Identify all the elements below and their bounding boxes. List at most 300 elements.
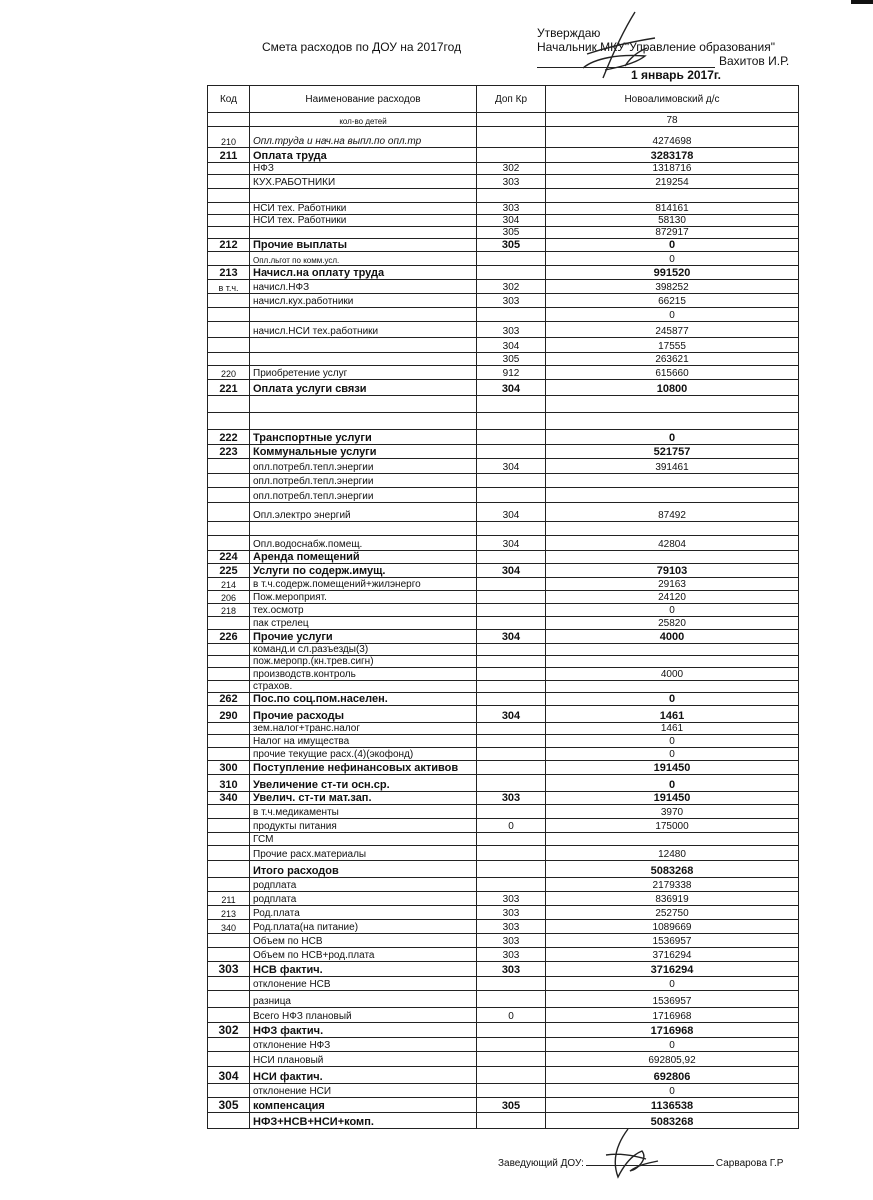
cell-value: 1089669 bbox=[546, 920, 799, 934]
cell-value: 0 bbox=[546, 977, 799, 991]
cell-name: Объем по НСВ+род.плата bbox=[250, 948, 477, 962]
cell-value: 521757 bbox=[546, 445, 799, 459]
cell-dop: 0 bbox=[477, 1008, 546, 1023]
cell-code: 211 bbox=[208, 892, 250, 906]
table-row bbox=[208, 1052, 799, 1067]
cell-code bbox=[208, 668, 250, 681]
cell-dop bbox=[477, 127, 546, 148]
cell-name bbox=[250, 308, 477, 322]
cell-code: 305 bbox=[208, 1098, 250, 1113]
table-row bbox=[208, 308, 799, 322]
cell-code bbox=[208, 227, 250, 239]
cell-code bbox=[208, 991, 250, 1008]
table-row bbox=[208, 252, 799, 266]
cell-name bbox=[250, 413, 477, 430]
cell-dop bbox=[477, 805, 546, 819]
table-row bbox=[208, 1067, 799, 1084]
cell-name: Прочие выплаты bbox=[250, 239, 477, 252]
cell-dop: 304 bbox=[477, 380, 546, 396]
cell-value: 5083268 bbox=[546, 861, 799, 878]
cell-code: в т.ч. bbox=[208, 280, 250, 294]
cell-dop: 303 bbox=[477, 294, 546, 308]
cell-dop: 303 bbox=[477, 962, 546, 977]
cell-value: 0 bbox=[546, 1038, 799, 1052]
cell-dop: 303 bbox=[477, 175, 546, 189]
cell-name: НФЗ фактич. bbox=[250, 1023, 477, 1038]
cell-dop: 304 bbox=[477, 459, 546, 474]
cell-dop: 303 bbox=[477, 920, 546, 934]
cell-dop: 304 bbox=[477, 564, 546, 578]
cell-code bbox=[208, 252, 250, 266]
cell-dop bbox=[477, 748, 546, 761]
table-row bbox=[208, 239, 799, 252]
document-title: Смета расходов по ДОУ на 2017год bbox=[262, 40, 462, 54]
cell-code bbox=[208, 948, 250, 962]
cell-dop bbox=[477, 846, 546, 861]
table-row bbox=[208, 445, 799, 459]
table-row bbox=[208, 366, 799, 380]
approval-name: Вахитов И.Р. bbox=[719, 54, 790, 68]
cell-name bbox=[250, 227, 477, 239]
table-row bbox=[208, 805, 799, 819]
cell-dop: 303 bbox=[477, 934, 546, 948]
header-dop: Доп Кр bbox=[477, 86, 546, 113]
cell-dop bbox=[477, 430, 546, 445]
cell-name: производств.контроль bbox=[250, 668, 477, 681]
cell-dop: 303 bbox=[477, 948, 546, 962]
cell-value: 991520 bbox=[546, 266, 799, 280]
table-row bbox=[208, 430, 799, 445]
cell-value: 175000 bbox=[546, 819, 799, 833]
table-row bbox=[208, 459, 799, 474]
cell-code: 223 bbox=[208, 445, 250, 459]
approval-word: Утверждаю bbox=[537, 26, 601, 40]
cell-value: 1461 bbox=[546, 723, 799, 735]
cell-name: пак стрелец bbox=[250, 617, 477, 630]
cell-name: Аренда помещений bbox=[250, 551, 477, 564]
table-row bbox=[208, 706, 799, 723]
table-row bbox=[208, 591, 799, 604]
table-row bbox=[208, 163, 799, 175]
cell-code bbox=[208, 934, 250, 948]
cell-name: Начисл.на оплату труда bbox=[250, 266, 477, 280]
cell-code bbox=[208, 656, 250, 668]
cell-name bbox=[250, 189, 477, 203]
cell-dop bbox=[477, 604, 546, 617]
cell-code: 225 bbox=[208, 564, 250, 578]
cell-name: НФЗ+НСВ+НСИ+комп. bbox=[250, 1113, 477, 1129]
table-row bbox=[208, 962, 799, 977]
cell-name: отклонение НСИ bbox=[250, 1084, 477, 1098]
cell-code: 302 bbox=[208, 1023, 250, 1038]
cell-name: Услуги по содерж.имущ. bbox=[250, 564, 477, 578]
cell-code: 340 bbox=[208, 920, 250, 934]
table-row bbox=[208, 892, 799, 906]
cell-dop bbox=[477, 1113, 546, 1129]
cell-code: 206 bbox=[208, 591, 250, 604]
cell-name bbox=[250, 396, 477, 413]
cell-value: 0 bbox=[546, 775, 799, 792]
cell-code: 222 bbox=[208, 430, 250, 445]
cell-value: 615660 bbox=[546, 366, 799, 380]
cell-value: 4000 bbox=[546, 630, 799, 644]
cell-name: страхов. bbox=[250, 681, 477, 693]
cell-dop bbox=[477, 413, 546, 430]
cell-value: 1716968 bbox=[546, 1023, 799, 1038]
cell-value bbox=[546, 644, 799, 656]
cell-dop bbox=[477, 878, 546, 892]
cell-name: пож.меропр.(кн.трев.сигн) bbox=[250, 656, 477, 668]
cell-name: НСИ плановый bbox=[250, 1052, 477, 1067]
header-name: Наименование расходов bbox=[250, 86, 477, 113]
cell-dop bbox=[477, 522, 546, 536]
cell-dop bbox=[477, 252, 546, 266]
cell-code bbox=[208, 322, 250, 338]
cell-name: Объем по НСВ bbox=[250, 934, 477, 948]
cell-code bbox=[208, 644, 250, 656]
cell-name: опл.потребл.тепл.энергии bbox=[250, 474, 477, 488]
cell-value: 3970 bbox=[546, 805, 799, 819]
cell-dop bbox=[477, 189, 546, 203]
cell-code bbox=[208, 861, 250, 878]
cell-name: отклонение НФЗ bbox=[250, 1038, 477, 1052]
cell-value: 0 bbox=[546, 1084, 799, 1098]
table-row bbox=[208, 920, 799, 934]
table-row bbox=[208, 748, 799, 761]
cell-value: 4000 bbox=[546, 668, 799, 681]
cell-code bbox=[208, 413, 250, 430]
cell-code bbox=[208, 681, 250, 693]
table-row bbox=[208, 215, 799, 227]
cell-value bbox=[546, 681, 799, 693]
cell-value: 12480 bbox=[546, 846, 799, 861]
cell-dop: 304 bbox=[477, 536, 546, 551]
cell-value: 263621 bbox=[546, 353, 799, 366]
cell-code bbox=[208, 819, 250, 833]
cell-name: Всего НФЗ плановый bbox=[250, 1008, 477, 1023]
cell-dop bbox=[477, 445, 546, 459]
cell-code bbox=[208, 1008, 250, 1023]
table-row bbox=[208, 396, 799, 413]
signature-line bbox=[586, 1165, 714, 1166]
table-row bbox=[208, 380, 799, 396]
cell-value: 1136538 bbox=[546, 1098, 799, 1113]
cell-code: 303 bbox=[208, 962, 250, 977]
cell-dop bbox=[477, 861, 546, 878]
cell-dop bbox=[477, 148, 546, 163]
footer-name: Сарварова Г.Р bbox=[715, 1158, 784, 1169]
cell-name: Прочие расх.материалы bbox=[250, 846, 477, 861]
table-row bbox=[208, 792, 799, 805]
cell-code bbox=[208, 294, 250, 308]
cell-value: 1536957 bbox=[546, 934, 799, 948]
table-row bbox=[208, 1084, 799, 1098]
cell-code bbox=[208, 215, 250, 227]
table-row bbox=[208, 1008, 799, 1023]
cell-dop bbox=[477, 1023, 546, 1038]
cell-value: 3283178 bbox=[546, 148, 799, 163]
cell-dop bbox=[477, 693, 546, 706]
cell-value: 0 bbox=[546, 735, 799, 748]
table-row bbox=[208, 1023, 799, 1038]
table-row bbox=[208, 977, 799, 991]
table-row bbox=[208, 630, 799, 644]
cell-code bbox=[208, 396, 250, 413]
cell-code bbox=[208, 536, 250, 551]
cell-dop bbox=[477, 113, 546, 127]
table-row bbox=[208, 503, 799, 522]
cell-dop: 304 bbox=[477, 630, 546, 644]
cell-dop: 303 bbox=[477, 322, 546, 338]
cell-code: 218 bbox=[208, 604, 250, 617]
cell-name: Приобретение услуг bbox=[250, 366, 477, 380]
table-row bbox=[208, 819, 799, 833]
cell-dop: 303 bbox=[477, 906, 546, 920]
cell-dop: 304 bbox=[477, 706, 546, 723]
table-row bbox=[208, 148, 799, 163]
cell-value: 0 bbox=[546, 308, 799, 322]
table-row bbox=[208, 522, 799, 536]
cell-value: 1318716 bbox=[546, 163, 799, 175]
cell-name: опл.потребл.тепл.энергии bbox=[250, 459, 477, 474]
cell-value: 391461 bbox=[546, 459, 799, 474]
cell-name: Прочие услуги bbox=[250, 630, 477, 644]
cell-name: тех.осмотр bbox=[250, 604, 477, 617]
table-row bbox=[208, 1113, 799, 1129]
cell-code bbox=[208, 503, 250, 522]
cell-name: кол-во детей bbox=[250, 113, 477, 127]
cell-dop bbox=[477, 1038, 546, 1052]
cell-dop bbox=[477, 977, 546, 991]
cell-code bbox=[208, 189, 250, 203]
cell-value: 1461 bbox=[546, 706, 799, 723]
cell-value: 0 bbox=[546, 604, 799, 617]
cell-dop bbox=[477, 551, 546, 564]
cell-code bbox=[208, 748, 250, 761]
cell-value: 2179338 bbox=[546, 878, 799, 892]
table-row bbox=[208, 681, 799, 693]
cell-dop bbox=[477, 723, 546, 735]
cell-code bbox=[208, 617, 250, 630]
cell-dop: 303 bbox=[477, 792, 546, 805]
cell-code: 211 bbox=[208, 148, 250, 163]
cell-dop bbox=[477, 591, 546, 604]
footer-label: Заведующий ДОУ: bbox=[498, 1158, 584, 1169]
cell-code bbox=[208, 1038, 250, 1052]
cell-name: Оплата труда bbox=[250, 148, 477, 163]
cell-value bbox=[546, 474, 799, 488]
cell-value: 10800 bbox=[546, 380, 799, 396]
table-row bbox=[208, 127, 799, 148]
table-row bbox=[208, 280, 799, 294]
header-value: Новоалимовский д/с bbox=[546, 86, 799, 113]
table-row bbox=[208, 723, 799, 735]
table-row bbox=[208, 644, 799, 656]
table-row bbox=[208, 604, 799, 617]
cell-name: КУХ.РАБОТНИКИ bbox=[250, 175, 477, 189]
cell-value: 79103 bbox=[546, 564, 799, 578]
cell-name: прочие текущие расх.(4)(экофонд) bbox=[250, 748, 477, 761]
cell-code bbox=[208, 353, 250, 366]
table-row bbox=[208, 878, 799, 892]
cell-code bbox=[208, 203, 250, 215]
cell-value: 4274698 bbox=[546, 127, 799, 148]
cell-value: 0 bbox=[546, 239, 799, 252]
table-row bbox=[208, 578, 799, 591]
table-row bbox=[208, 551, 799, 564]
cell-dop: 912 bbox=[477, 366, 546, 380]
cell-name: опл.потребл.тепл.энергии bbox=[250, 488, 477, 503]
table-row bbox=[208, 775, 799, 792]
table-row bbox=[208, 227, 799, 239]
cell-dop: 302 bbox=[477, 163, 546, 175]
cell-code bbox=[208, 175, 250, 189]
approval-position: Начальник МКУ"Управление образования" bbox=[537, 40, 776, 54]
cell-dop bbox=[477, 656, 546, 668]
cell-value bbox=[546, 396, 799, 413]
cell-code: 226 bbox=[208, 630, 250, 644]
cell-name: ГСМ bbox=[250, 833, 477, 846]
cell-value: 3716294 bbox=[546, 948, 799, 962]
table-row bbox=[208, 934, 799, 948]
cell-code: 310 bbox=[208, 775, 250, 792]
cell-name: НСВ фактич. bbox=[250, 962, 477, 977]
cell-value: 3716294 bbox=[546, 962, 799, 977]
cell-name: начисл.кух.работники bbox=[250, 294, 477, 308]
cell-code bbox=[208, 1113, 250, 1129]
cell-dop bbox=[477, 1052, 546, 1067]
cell-code bbox=[208, 833, 250, 846]
cell-name: Увеличение ст-ти осн.ср. bbox=[250, 775, 477, 792]
cell-dop: 304 bbox=[477, 338, 546, 353]
table-row bbox=[208, 353, 799, 366]
cell-value: 252750 bbox=[546, 906, 799, 920]
cell-name: зем.налог+транс.налог bbox=[250, 723, 477, 735]
cell-name: НСИ фактич. bbox=[250, 1067, 477, 1084]
cell-value: 0 bbox=[546, 693, 799, 706]
table-row bbox=[208, 761, 799, 775]
cell-value: 1716968 bbox=[546, 1008, 799, 1023]
table-body bbox=[208, 113, 799, 1129]
cell-dop bbox=[477, 396, 546, 413]
table-row bbox=[208, 175, 799, 189]
cell-dop bbox=[477, 578, 546, 591]
header-code: Код bbox=[208, 86, 250, 113]
cell-dop: 305 bbox=[477, 239, 546, 252]
cell-value bbox=[546, 488, 799, 503]
cell-name bbox=[250, 353, 477, 366]
cell-value: 245877 bbox=[546, 322, 799, 338]
cell-dop bbox=[477, 681, 546, 693]
table-row bbox=[208, 948, 799, 962]
cell-dop bbox=[477, 644, 546, 656]
cell-dop bbox=[477, 1067, 546, 1084]
cell-name: НСИ тех. Работники bbox=[250, 215, 477, 227]
cell-code bbox=[208, 735, 250, 748]
cell-code: 214 bbox=[208, 578, 250, 591]
cell-name: Оплата услуги связи bbox=[250, 380, 477, 396]
cell-name: Опл.льгот по комм.усл. bbox=[250, 252, 477, 266]
cell-name: Увелич. ст-ти мат.зап. bbox=[250, 792, 477, 805]
cell-name bbox=[250, 338, 477, 353]
table-row bbox=[208, 656, 799, 668]
table-row bbox=[208, 833, 799, 846]
cell-code bbox=[208, 459, 250, 474]
footer bbox=[498, 1158, 783, 1169]
cell-name: разница bbox=[250, 991, 477, 1008]
cell-dop: 0 bbox=[477, 819, 546, 833]
table-row bbox=[208, 1098, 799, 1113]
cell-value: 78 bbox=[546, 113, 799, 127]
cell-dop: 303 bbox=[477, 892, 546, 906]
cell-dop: 305 bbox=[477, 227, 546, 239]
cell-code: 213 bbox=[208, 266, 250, 280]
cell-name: команд.и сл.разъезды(3) bbox=[250, 644, 477, 656]
cell-code: 213 bbox=[208, 906, 250, 920]
cell-code: 212 bbox=[208, 239, 250, 252]
table-row bbox=[208, 991, 799, 1008]
cell-value: 692806 bbox=[546, 1067, 799, 1084]
cell-name: Поступление нефинансовых активов bbox=[250, 761, 477, 775]
table-row bbox=[208, 668, 799, 681]
cell-code bbox=[208, 805, 250, 819]
cell-value bbox=[546, 413, 799, 430]
cell-name: Транспортные услуги bbox=[250, 430, 477, 445]
table-row bbox=[208, 338, 799, 353]
cell-value: 692805,92 bbox=[546, 1052, 799, 1067]
table-row bbox=[208, 322, 799, 338]
cell-name: продукты питания bbox=[250, 819, 477, 833]
cell-code bbox=[208, 308, 250, 322]
cell-code bbox=[208, 488, 250, 503]
cell-name: Род.плата(на питание) bbox=[250, 920, 477, 934]
cell-name: родплата bbox=[250, 892, 477, 906]
cell-code bbox=[208, 723, 250, 735]
table-row bbox=[208, 203, 799, 215]
cell-name: Пож.мероприят. bbox=[250, 591, 477, 604]
cell-value: 17555 bbox=[546, 338, 799, 353]
cell-name: компенсация bbox=[250, 1098, 477, 1113]
cell-value bbox=[546, 656, 799, 668]
table-row bbox=[208, 693, 799, 706]
cell-name: Коммунальные услуги bbox=[250, 445, 477, 459]
table-row bbox=[208, 189, 799, 203]
cell-code bbox=[208, 1052, 250, 1067]
cell-value: 0 bbox=[546, 430, 799, 445]
cell-value: 836919 bbox=[546, 892, 799, 906]
table-row bbox=[208, 906, 799, 920]
cell-value: 398252 bbox=[546, 280, 799, 294]
cell-name: начисл.НСИ тех.работники bbox=[250, 322, 477, 338]
cell-dop bbox=[477, 488, 546, 503]
table-row bbox=[208, 735, 799, 748]
cell-name: НФЗ bbox=[250, 163, 477, 175]
cell-name: Налог на имущества bbox=[250, 735, 477, 748]
cell-code bbox=[208, 846, 250, 861]
cell-dop: 304 bbox=[477, 215, 546, 227]
cell-code bbox=[208, 522, 250, 536]
cell-code: 224 bbox=[208, 551, 250, 564]
cell-dop bbox=[477, 991, 546, 1008]
cell-dop bbox=[477, 761, 546, 775]
table-row bbox=[208, 113, 799, 127]
approval-date: 1 январь 2017г. bbox=[631, 68, 722, 82]
cell-value: 0 bbox=[546, 748, 799, 761]
table-row bbox=[208, 536, 799, 551]
cell-name: Пос.по соц.пом.населен. bbox=[250, 693, 477, 706]
cell-code: 221 bbox=[208, 380, 250, 396]
cell-dop bbox=[477, 833, 546, 846]
